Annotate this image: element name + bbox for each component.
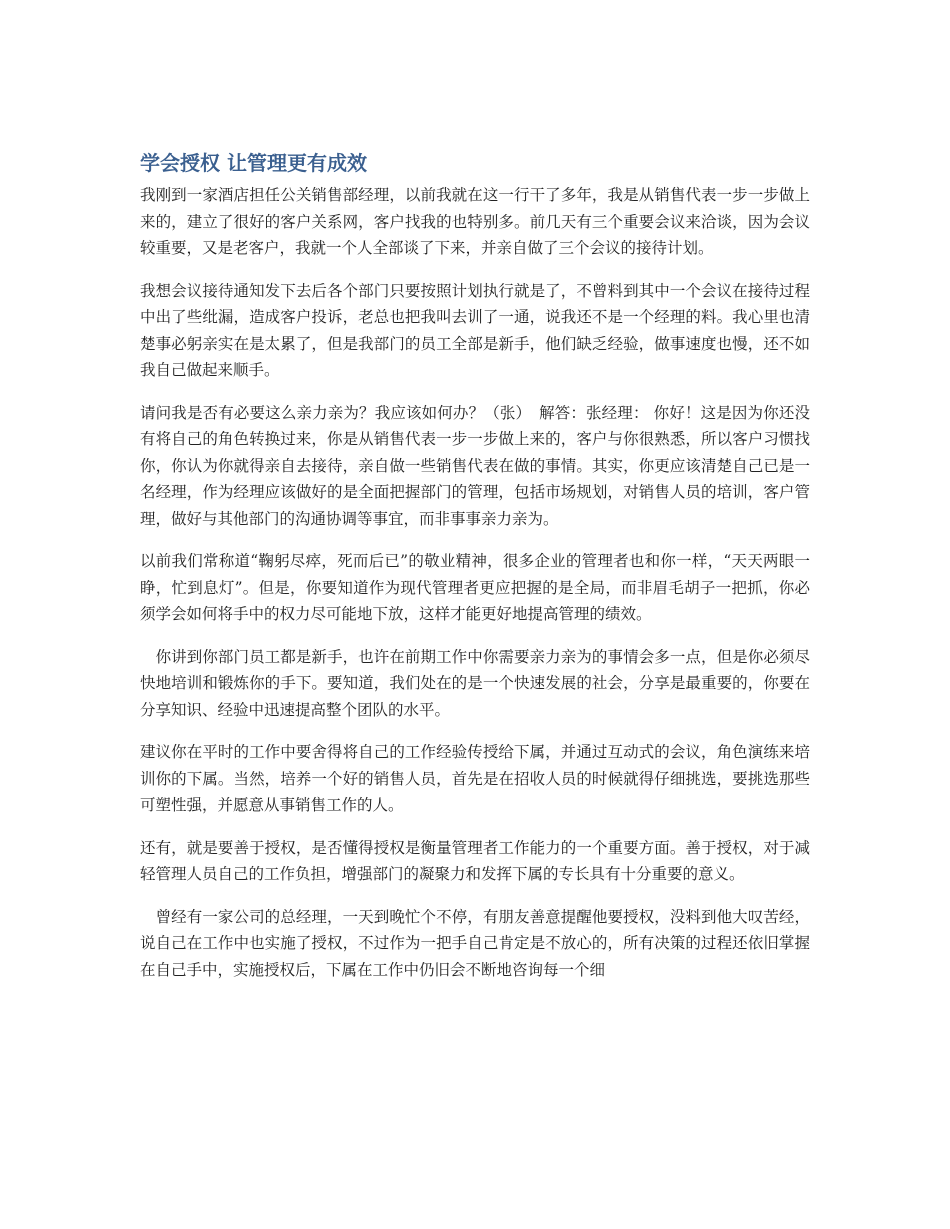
paragraph-1: 我刚到一家酒店担任公关销售部经理，以前我就在这一行干了多年，我是从销售代表一步一步做上来的，建立了很好的客户关系网，客户找我的也特别多。前几天有三个重要会议来洽谈，因为会议较重要，又是老客户，我就一个人全部谈了下来，并亲自做了三个会议的接待计划。 (140, 186, 810, 257)
paragraph-7: 还有，就是要善于授权，是否懂得授权是衡量管理者工作能力的一个重要方面。善于授权，对于减轻管理人员自己的工作负担，增强部门的凝聚力和发挥下属的专长具有十分重要的意义。 (140, 838, 810, 883)
article-title: 学会授权 让管理更有成效 (140, 151, 367, 175)
paragraph-3: 请问我是否有必要这么亲力亲为？我应该如何办？（张） 解答：张经理： 你好！这是因为你还没有将自己的角色转换过来，你是从销售代表一步一步做上来的，客户与你很熟悉，所以客户习惯找你，你认为你就得亲自去接待，亲自做一些销售代表在做的事情。其实，你更应该清楚自己已是一名经理，作为经理应该做好的是全面把握部门的管理，包括市场规划，对销售人员的培训，客户管理，做好与其他部门的沟通协调等事宜，而非事事亲力亲为。 (140, 403, 810, 528)
paragraph-6: 建议你在平时的工作中要舍得将自己的工作经验传授给下属，并通过互动式的会议，角色演练来培训你的下属。当然，培养一个好的销售人员，首先是在招收人员的时候就得仔细挑选，要挑选那些可塑性强，并愿意从事销售工作的人。 (140, 743, 810, 814)
paragraph-5: 你讲到你部门员工都是新手，也许在前期工作中你需要亲力亲为的事情会多一点，但是你必须尽快地培训和锻炼你的手下。要知道，我们处在的是一个快速发展的社会，分享是最重要的，你要在分享知识、经验中迅速提高整个团队的水平。 (140, 647, 810, 719)
document-page (140, 148, 810, 999)
paragraph-4: 以前我们常称道“鞠躬尽瘁，死而后已”的敬业精神，很多企业的管理者也和你一样，“天天两眼一睁，忙到息灯”。但是，你要知道作为现代管理者更应把握的是全局，而非眉毛胡子一把抓，你必须学会如何将手中的权力尽可能地下放，这样才能更好地提高管理的绩效。 (140, 552, 810, 623)
paragraph-8: 曾经有一家公司的总经理，一天到晚忙个不停，有朋友善意提醒他要授权，没料到他大叹苦经，说自己在工作中也实施了授权，不过作为一把手自己肯定是不放心的，所有决策的过程还依旧掌握在自己手中，实施授权后，下属在工作中仍旧会不断地咨询每一个细 (140, 907, 810, 979)
paragraph-2: 我想会议接待通知发下去后各个部门只要按照计划执行就是了，不曾料到其中一个会议在接待过程中出了些纰漏，造成客户投诉，老总也把我叫去训了一通，说我还不是一个经理的料。我心里也清楚事必躬亲实在是太累了，但是我部门的员工全部是新手，他们缺乏经验，做事速度也慢，还不如我自己做起来顺手。 (140, 281, 810, 379)
